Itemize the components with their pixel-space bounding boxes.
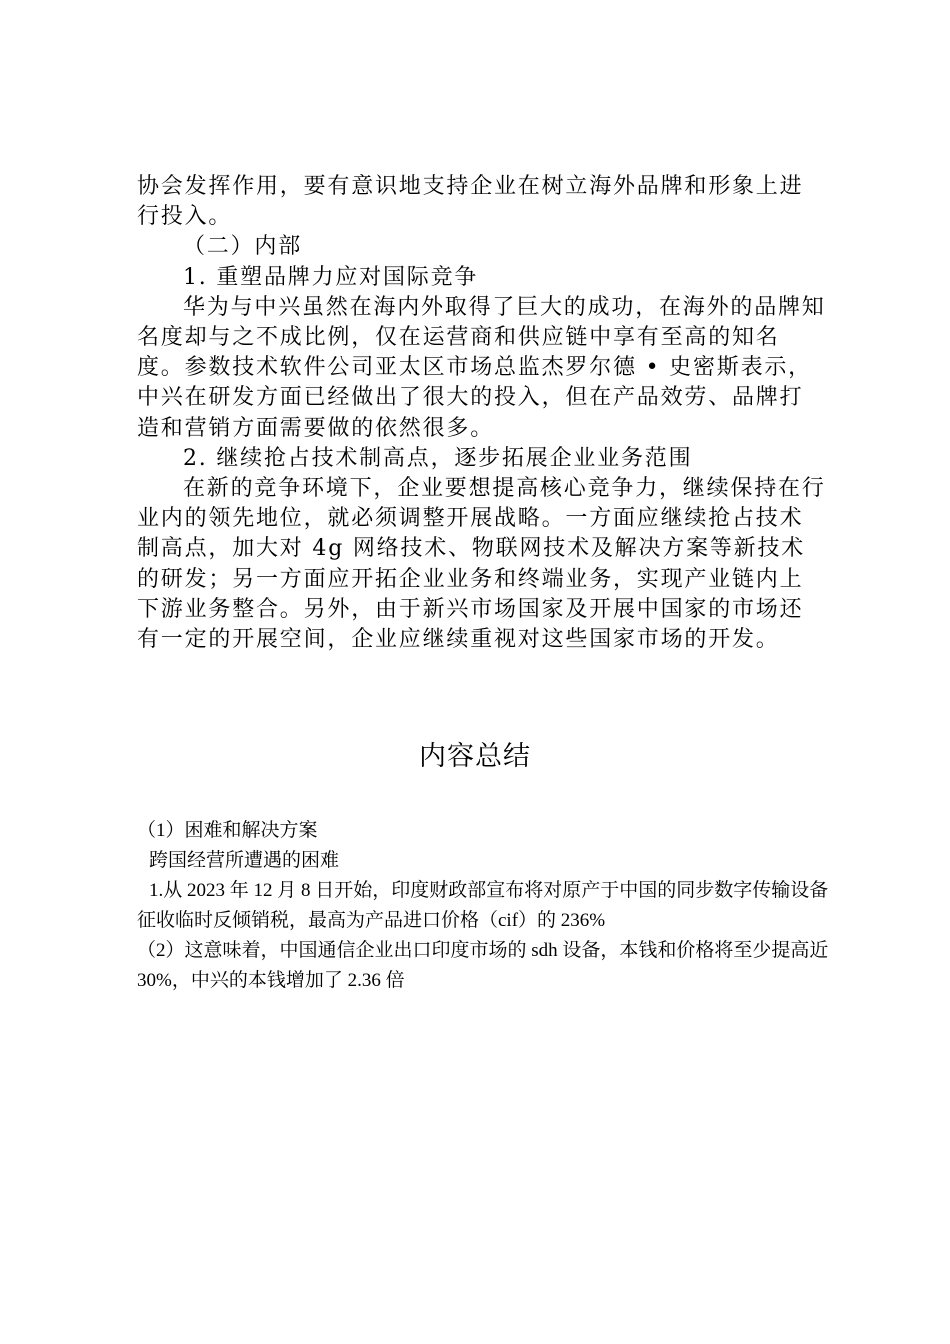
section-heading-internal: （二）内部 — [183, 234, 303, 260]
summary-line-1: （1）困难和解决方案 — [137, 820, 318, 841]
body-text — [137, 172, 827, 655]
summary-line-3: 1.从 2023 年 12 月 8 日开始，印度财政部宣布将对原产于中国的同步数字传输设备征收临时反倾销税，最高为产品进口价格（cif）的 236% — [137, 880, 829, 931]
summary-line-4: （2）这意味着，中国通信企业出口印度市场的 sdh 设备，本钱和价格将至少提高近 30%，中兴的本钱增加了 2.36 倍 — [137, 940, 829, 991]
item-1-title: 1. 重塑品牌力应对国际竞争 — [183, 264, 479, 290]
summary-heading: 内容总结 — [419, 741, 531, 772]
paragraph-intro: 协会发挥作用，要有意识地支持企业在树立海外品牌和形象上进行投入。 — [137, 174, 804, 230]
item-2-text: 在新的竞争环境下，企业要想提高核心竞争力，继续保持在行业内的领先地位，就必须调整开展战略。一方面应继续抢占技术制高点，加大对 4g 网络技术、物联网技术及解决方案等新技术的研发；另一方面应开拓企业业务和终端业务，实现产业链内上下游业务整合。另外，由于新兴市场国家及开展中国家的市场还有一定的开展空间，企业应继续重视对这些国家市场的开发。 — [137, 476, 826, 653]
item-1-text: 华为与中兴虽然在海内外取得了巨大的成功，在海外的品牌知名度却与之不成比例，仅在运营商和供应链中享有至高的知名度。参数技术软件公司亚太区市场总监杰罗尔德 • 史密斯表示，中兴在研发方面已经做出了很大的投入，但在产品效劳、品牌打造和营销方面需要做的依然很多。 — [137, 294, 826, 441]
summary-line-2: 跨国经营所遭遇的困难 — [149, 850, 340, 871]
summary-block — [137, 816, 837, 996]
item-2-title: 2. 继续抢占技术制高点，逐步拓展企业业务范围 — [183, 445, 693, 471]
